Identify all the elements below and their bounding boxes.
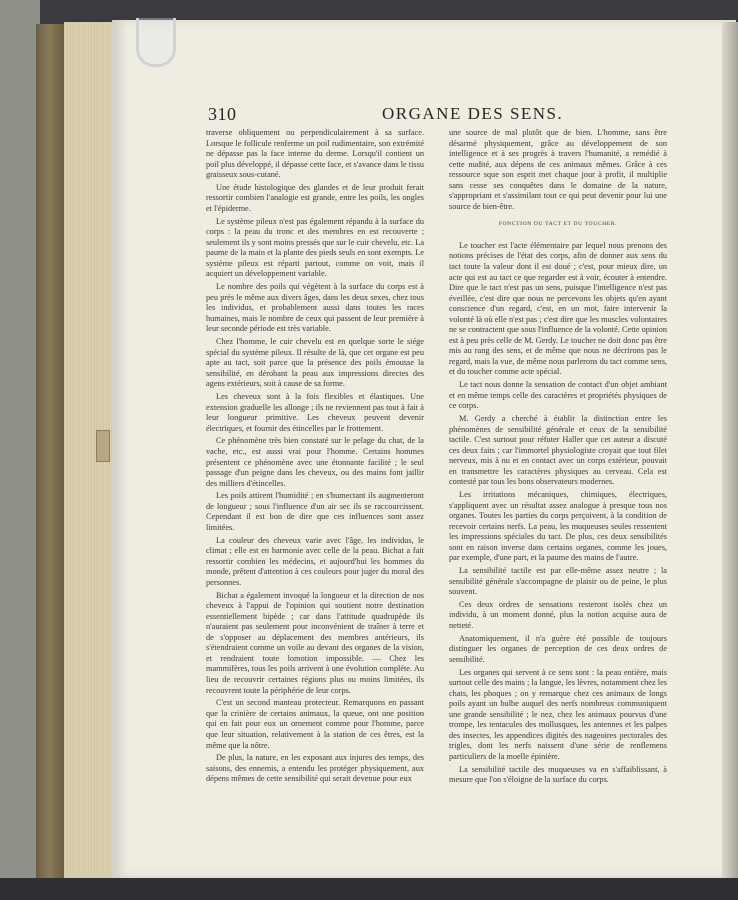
page-number: 310 bbox=[208, 104, 237, 124]
scan-bottom-background bbox=[0, 878, 738, 900]
paragraph: M. Gerdy a cherché à établir la distinction entre les phénomènes de sensibilité générale et ceux de la sensibilité tactile. C'est surtout pour réfuter Haller que cet auteur a discuté ces deux faits ; car l'immortel physiologiste croyait que tout filet nerveux, mis à nu et en contact avec un corps extérieur, pouvait en transmettre les caractères physiques au cerveau. Cela est contesté par tous les bons observateurs modernes. bbox=[449, 414, 667, 487]
paragraph: Le système pileux n'est pas également répandu à la surface du corps : la peau du tronc et des membres en est recouverte ; seulement ils y sont moins pressés que sur le cuir chevelu, etc. La paume de la main et la plante des pieds seuls en sont exempts. Le système pileux est réparti partout, comme on voit, mais il acquiert un développement variable. bbox=[206, 216, 424, 279]
paragraph: La sensibilité tactile des muqueuses va en s'affaiblissant, à mesure que l'on s'éloigne de la surface du corps. bbox=[449, 764, 667, 785]
paragraph: C'est un second manteau protecteur. Remarquons en passant que la crinière de certains animaux, la queue, ont une position qui en fait pour eux un ornement comme pour l'homme, parce que leur situation, relativement à la station de ces êtres, est la même que la nôtre. bbox=[206, 698, 424, 750]
bookmark-tab bbox=[96, 430, 110, 462]
running-title: ORGANE DES SENS. bbox=[382, 104, 564, 123]
paragraph: Une étude histologique des glandes et de leur produit ferait ressortir combien l'analogie est grande, entre les poils, les ongles et l'épiderme. bbox=[206, 182, 424, 214]
paragraph: Le toucher est l'acte élémentaire par lequel nous prenons des notions précises de l'état des corps, afin de donner aux sens du tact toute la valeur dont il est doué ; c'est, pour mieux dire, un acte qui est au tact ce que regarder est à voir, écouter à entendre. Dire que le tact n'est pas un sens, puisque l'intelligence n'est pas éveillée, c'est dire que nous ne percevons les objets qu'en ayant conscience d'un regard, c'est, en un mot, faire intervenir la volonté là où elle n'est pas ; c'est dire que les muscles volontaires ne se contractent que sous l'influence de la volonté. Cette opinion est à peu près celle de M. Gerdy. Le toucher ne doit donc pas être mis au rang des sens, et de même que nous ne décrirons pas le regard, mais la vue, de même nous parlerons du tact comme sens, et du toucher comme acte spécial. bbox=[449, 240, 667, 377]
paragraph: une source de mal plutôt que de bien. L'homme, sans être désarmé physiquement, grâce au développement de son intelligence et à ses progrès à travers l'humanité, a remédié à cette nudité, aux dépens de ces animaux mêmes. Grâce à ces ressource sque son esprit met chaque jour à profit, il multiplie sans cesse ses conquêtes dans le domaine de la nature, s'appropriant et s'assimilant tout ce qui peut devenir pour lui une source de bien-être. bbox=[449, 128, 667, 211]
page-right-edge bbox=[722, 22, 738, 878]
paragraph: Les cheveux sont à la fois flexibles et élastiques. Une extension graduelle les allonge ; ils ne reviennent pas tout à fait à leur longueur primitive. Les cheveux peuvent devenir électriques, et fournir des étincelles par le frottement. bbox=[206, 392, 424, 433]
page-clip-icon bbox=[136, 18, 176, 67]
paragraph: Les organes qui servent à ce sens sont : la peau entière, mais surtout celle des mains ; la langue, les lèvres, notamment chez les chats, les phoques ; on y remarque chez ces animaux de longs poils ayant un bulbe auquel des nerfs nombreux communiquent une grande sensibilité ; le nez, chez les animaux pourvus d'une trompe, les tentacules des mollusques, les antennes et les palpes des insectes, les appendices digités des nageoires pectorales des trigles, dont les nerfs naissent d'une série de renflemens particuliers de la moelle épinière. bbox=[449, 667, 667, 761]
binding-edge bbox=[0, 0, 40, 900]
paragraph: Ces deux ordres de sensations resteront isolés chez un individu, à un moment donné, plus la notion acquise aura de netteté. bbox=[449, 599, 667, 630]
section-heading: FONCTION DU TACT ET DU TOUCHER. bbox=[498, 221, 618, 228]
paragraph: La couleur des cheveux varie avec l'âge, les individus, le climat ; elle est en harmonie avec celle de la peau. Bichat a fait ressortir combien les médecins, et aujourd'hui les hommes du monde, prêtent d'attention à ces couleurs pour juger du moral des personnes. bbox=[206, 535, 424, 587]
paragraph: Le tact nous donne la sensation de contact d'un objet ambiant et en même temps celle des caractères et propriétés physiques de ce corps. bbox=[449, 380, 667, 411]
paragraph: Bichat a également invoqué la longueur et la direction de nos cheveux à l'appui de l'opinion qui soutient notre destination essentiellement bipède ; car dans l'attitude quadrupède ils n'auraient pas seulement pour inconvénient de traîner à terre et de s'opposer au déplacement des membres antérieurs, ils s'étendraient comme un voile au devant des organes de la vision, et rendraient toute lomotion impossible. — Chez les mammifères, tous les poils arrivent à une évolution complète. Au lieu de recouvrir certaines régions plus ou moins limitées, ils recouvrent toute la périphérie de leur corps. bbox=[206, 590, 424, 695]
paragraph: Les irritations mécaniques, chimiques, électriques, s'appliquent avec un résultat assez analogue à presque tous nos organes. Toutes les parties du corps perçoivent, à la condition de recevoir certains nerfs. La peau, les muqueuses seules ressentent les impressions spéciales du tact. De plus, ces deux sensibilités sont en raison inverse dans certains organes, comme les joues, par exemple, d'une part, et la paume des mains de l'autre. bbox=[449, 490, 667, 563]
left-text-column bbox=[206, 128, 424, 787]
paragraph: De plus, la nature, en les exposant aux injures des temps, des saisons, des ennemis, a entendu les protéger physiquement, aux dépens mêmes de cette sensibilité qui serait devenue pour eux bbox=[206, 753, 424, 784]
right-text-column bbox=[449, 128, 667, 788]
paragraph: Ce phénomène très bien constaté sur le pelage du chat, de la vache, etc., est aussi vrai pour l'homme. Certains hommes présentent ce phénomène avec une étonnante facilité ; le seul passage d'un peigne dans les cheveux, ou des mains font jaillir des milliers d'étincelles. bbox=[206, 436, 424, 488]
paragraph: La sensibilité tactile est par elle-même assez neutre ; la sensibilité générale s'accompagne de plaisir ou de peine, le plus souvent. bbox=[449, 566, 667, 597]
paragraph: Les poils attirent l'humidité ; en s'humectant ils augmenteront de longueur ; sous l'influence d'un air sec ils se raccourcissent. Cependant il est bon de dire que ces influences sont assez limitées. bbox=[206, 491, 424, 532]
page-header bbox=[208, 104, 664, 128]
paragraph: Anatomiquement, il n'a guère été possible de toujours distinguer les organes de perception de ces deux ordres de sensibilité. bbox=[449, 633, 667, 664]
paragraph: traverse obliquement ou perpendiculairement à sa surface. Lorsque le follicule renferme un poil rudimentaire, son extrémité ne dépasse pas la face interne du derme. Lorsqu'il contient un poil plus développé, il dépasse cette face, et s'avance dans le tissu graisseux sous-cutané. bbox=[206, 128, 424, 180]
paragraph: Le nombre des poils qui végètent à la surface du corps est à peu près le même aux divers âges, dans les deux sexes, chez tous les individus, et probablement aussi dans toutes les races humaines, mais le nombre de ceux qui passent de leur première à leur seconde période est très variable. bbox=[206, 282, 424, 334]
paragraph: Chez l'homme, le cuir chevelu est en quelque sorte le siége spécial du système pileux. Il résulte de là, que cet organe est peu apte au tact, soit parce que la présence des poils émousse la sensibilité, en dérobant la peau aux impressions directes des agens extérieurs, soit à cause de sa forme. bbox=[206, 337, 424, 389]
